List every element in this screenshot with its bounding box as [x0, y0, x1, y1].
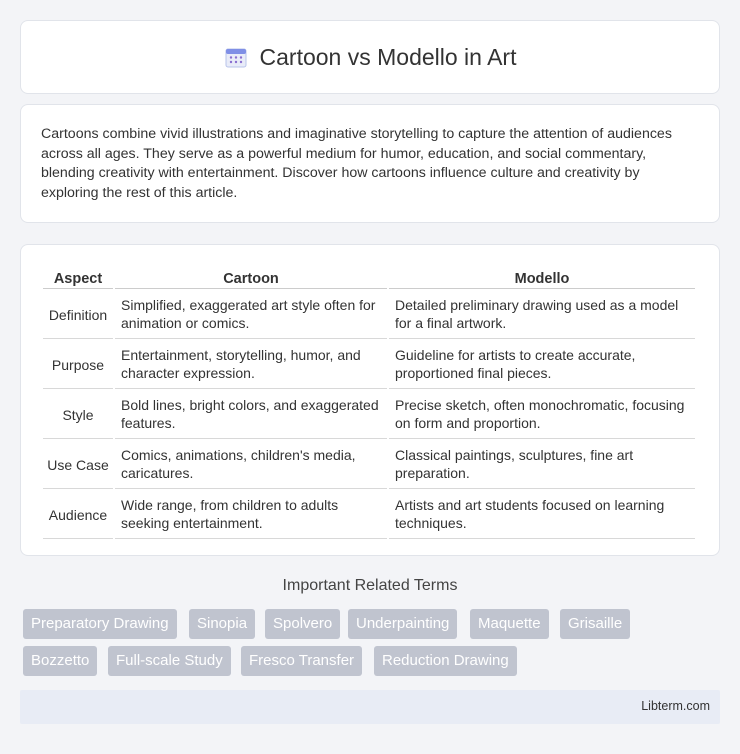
title-card	[20, 20, 720, 94]
header-cartoon: Cartoon	[115, 267, 387, 289]
table-row	[43, 441, 695, 489]
comparison-table	[41, 265, 697, 541]
term-tag[interactable]: Maquette	[470, 609, 549, 639]
term-tag[interactable]: Bozzetto	[23, 646, 97, 676]
term-tag[interactable]: Sinopia	[189, 609, 255, 639]
comparison-table-card	[20, 244, 720, 556]
row-aspect: Definition	[43, 291, 113, 339]
intro-card	[20, 104, 720, 223]
table-row	[43, 341, 695, 389]
page-title: Cartoon vs Modello in Art	[259, 43, 517, 70]
row-cartoon: Simplified, exaggerated art style often for animation or comics.	[115, 291, 387, 339]
header-modello: Modello	[389, 267, 695, 289]
term-tag[interactable]: Reduction Drawing	[374, 646, 517, 676]
term-tag[interactable]: Preparatory Drawing	[23, 609, 177, 639]
row-cartoon: Bold lines, bright colors, and exaggerated features.	[115, 391, 387, 439]
table-row	[43, 391, 695, 439]
row-modello: Guideline for artists to create accurate, proportioned final pieces.	[389, 341, 695, 389]
term-tag[interactable]: Full-scale Study	[108, 646, 231, 676]
row-cartoon: Wide range, from children to adults seeking entertainment.	[115, 491, 387, 539]
term-tag[interactable]: Spolvero	[265, 609, 340, 639]
row-cartoon: Entertainment, storytelling, humor, and character expression.	[115, 341, 387, 389]
footer	[20, 690, 720, 724]
row-modello: Detailed preliminary drawing used as a model for a final artwork.	[389, 291, 695, 339]
row-aspect: Use Case	[43, 441, 113, 489]
row-aspect: Purpose	[43, 341, 113, 389]
header-aspect: Aspect	[43, 267, 113, 289]
table-header-row	[43, 267, 695, 289]
footer-site-link[interactable]: Libterm.com	[641, 699, 710, 713]
row-aspect: Audience	[43, 491, 113, 539]
term-tag[interactable]: Grisaille	[560, 609, 630, 639]
intro-text: Cartoons combine vivid illustrations and imaginative storytelling to capture the attention of audiences across all ages. They serve as a powerful medium for humor, education, and social commentary, blending creativity with entertainment. Discover how cartoons influence culture and creativity by exploring the rest of this article.	[41, 126, 672, 201]
table-row	[43, 291, 695, 339]
table-row	[43, 491, 695, 539]
row-cartoon: Comics, animations, children's media, caricatures.	[115, 441, 387, 489]
calendar-icon	[224, 45, 248, 69]
related-terms-heading: Important Related Terms	[282, 577, 458, 594]
row-modello: Artists and art students focused on learning techniques.	[389, 491, 695, 539]
term-tag[interactable]: Fresco Transfer	[241, 646, 362, 676]
row-aspect: Style	[43, 391, 113, 439]
term-tag[interactable]: Underpainting	[348, 609, 457, 639]
row-modello: Classical paintings, sculptures, fine art preparation.	[389, 441, 695, 489]
row-modello: Precise sketch, often monochromatic, focusing on form and proportion.	[389, 391, 695, 439]
